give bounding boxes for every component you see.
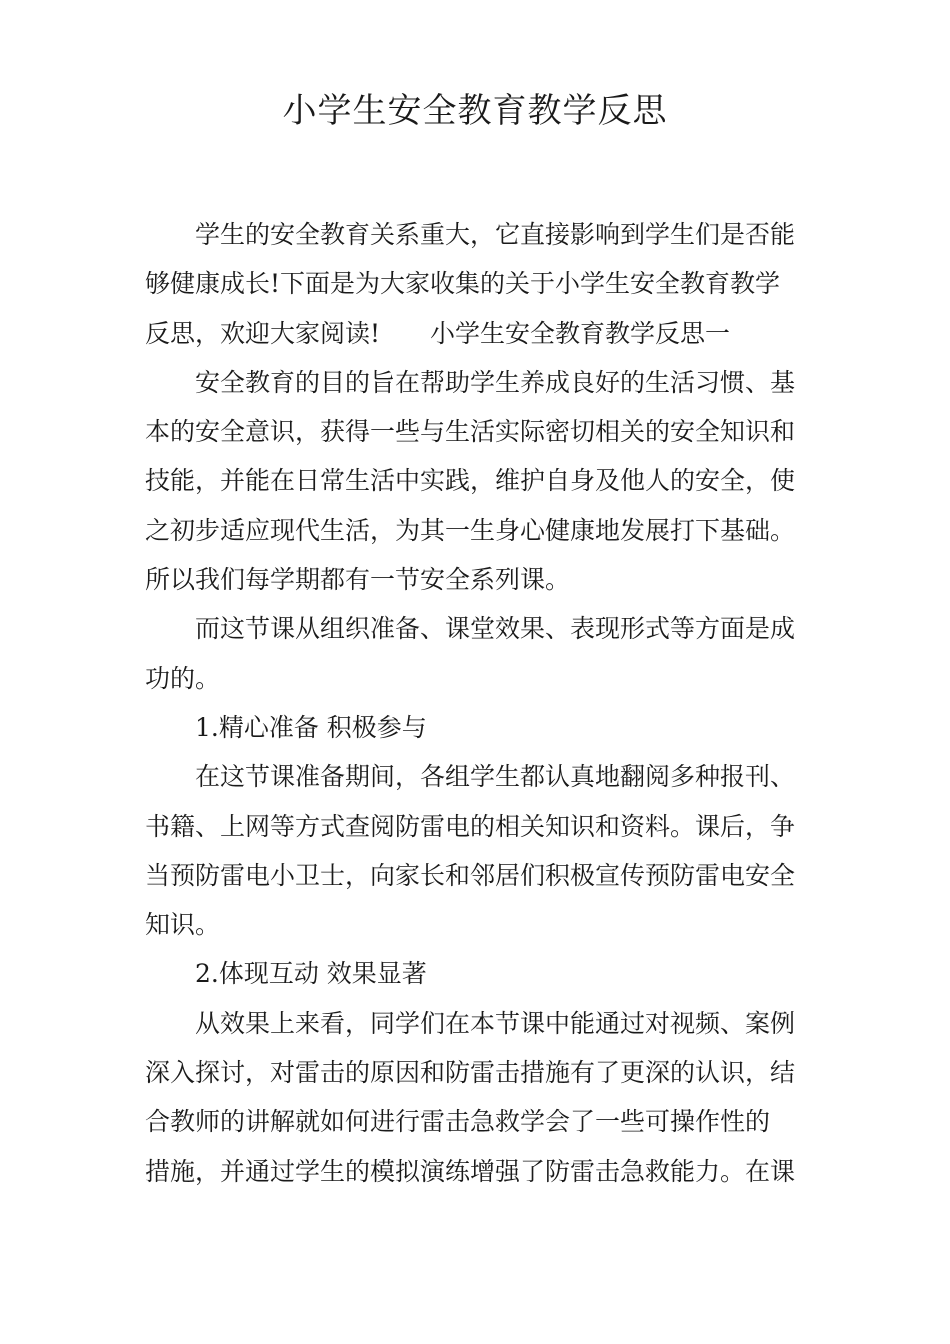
body-text-line: 安全教育的目的旨在帮助学生养成良好的生活习惯、基 [195,367,796,397]
document-body [145,210,815,1196]
body-text-line: 本的安全意识，获得一些与生活实际密切相关的安全知识和 [145,417,796,447]
body-text-line: 在这节课准备期间，各组学生都认真地翻阅多种报刊、 [195,762,796,792]
body-text-line: 从效果上来看，同学们在本节课中能通过对视频、案例 [195,1008,796,1038]
body-text-line: 学生的安全教育关系重大，它直接影响到学生们是否能 [195,220,796,249]
body-text-line: 反思，欢迎大家阅读! 小学生安全教育教学反思一 [145,318,731,348]
body-text-line: 技能，并能在日常生活中实践，维护自身及他人的安全，使 [145,466,796,496]
body-text-line: 所以我们每学期都有一节安全系列课。 [145,565,571,595]
document-title: 小学生安全教育教学反思 [282,91,668,131]
body-text-line: 知识。 [145,910,221,940]
body-text-line: 当预防雷电小卫士，向家长和邻居们积极宣传预防雷电安全 [145,860,796,890]
body-text-line: 书籍、上网等方式查阅防雷电的相关知识和资料。课后，争 [145,811,796,841]
body-text-line: 2.体现互动 效果显著 [195,959,427,989]
body-text-line: 功的。 [145,663,221,693]
body-text-line: 之初步适应现代生活，为其一生身心健康地发展打下基础。 [145,515,796,545]
body-text-line: 够健康成长!下面是为大家收集的关于小学生安全教育教学 [145,269,781,299]
body-text-line: 深入探讨，对雷击的原因和防雷击措施有了更深的认识，结 [145,1058,796,1088]
body-text-line: 而这节课从组织准备、课堂效果、表现形式等方面是成 [195,614,796,644]
body-text-line: 合教师的讲解就如何进行雷击急救学会了一些可操作性的 [145,1107,771,1137]
body-text-line: 1.精心准备 积极参与 [195,712,427,742]
body-text-line: 措施，并通过学生的模拟演练增强了防雷击急救能力。在课 [145,1156,796,1186]
